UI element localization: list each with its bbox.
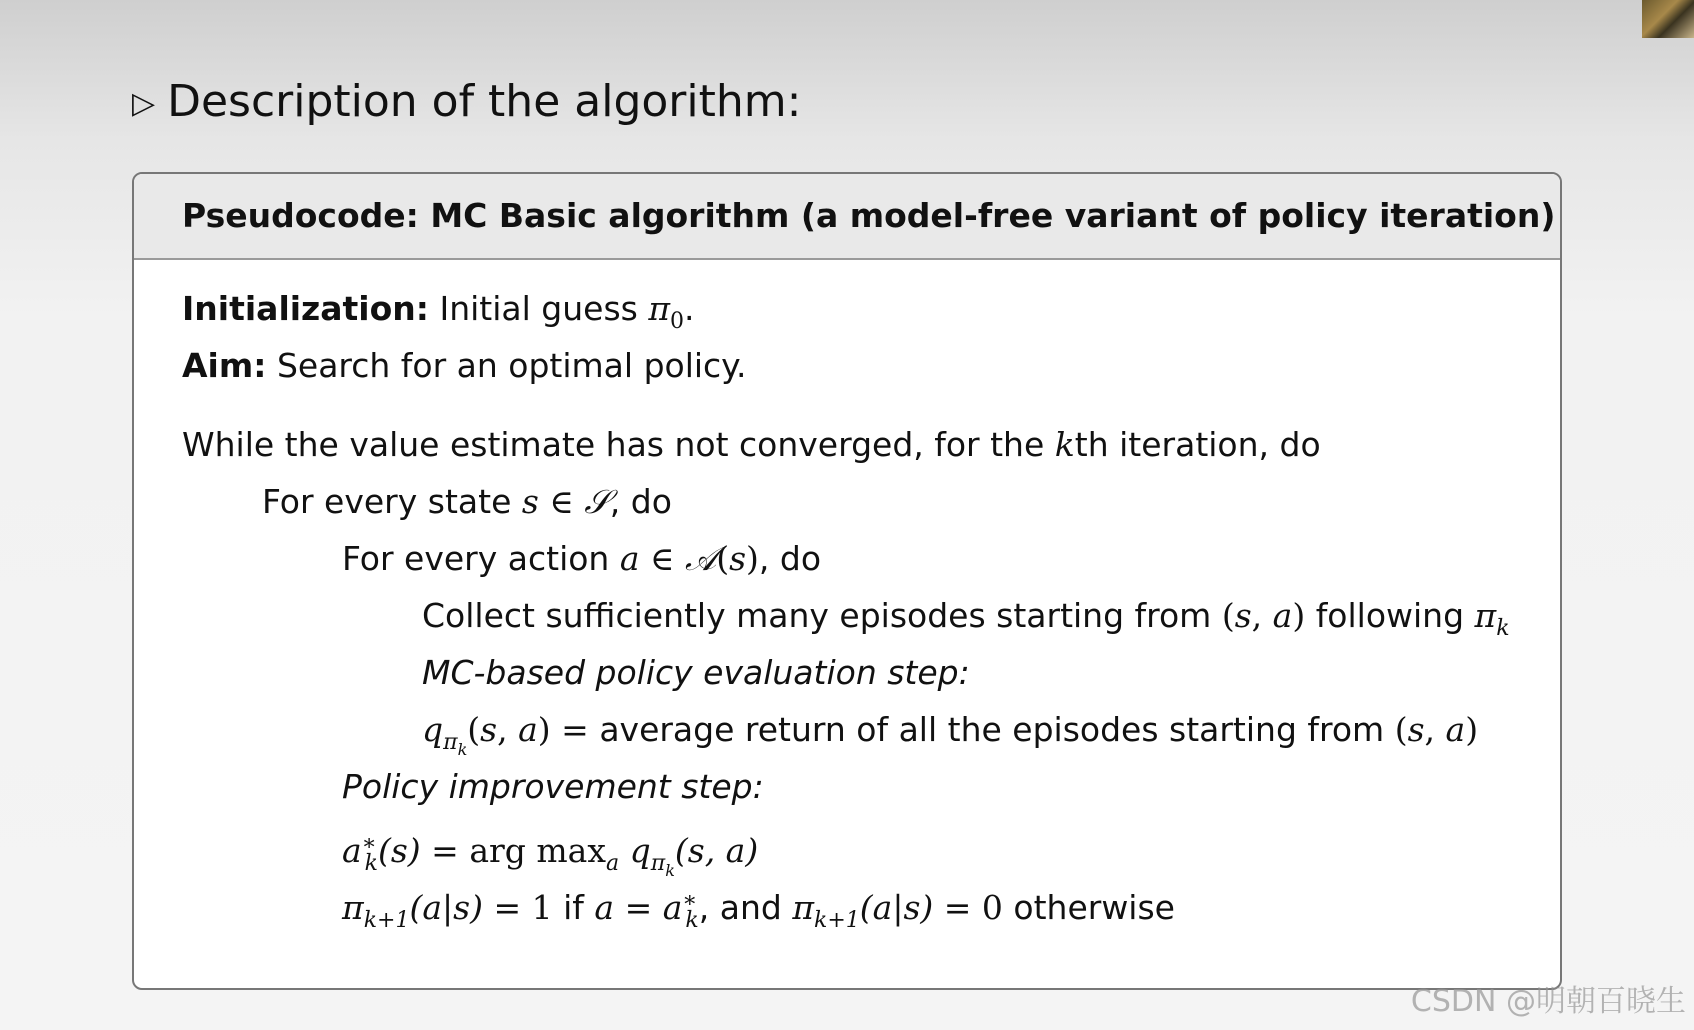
policy-a-star: a: [662, 888, 683, 927]
q-comma: ,: [497, 710, 519, 749]
collect-pi-subscript: k: [1496, 616, 1510, 641]
in-symbol: ∈: [549, 482, 574, 521]
while-line: [182, 416, 1560, 473]
policy-equals-one: = 1: [493, 888, 553, 927]
state-set-symbol: 𝒮: [584, 482, 610, 521]
pseudocode-title: Pseudocode: MC Basic algorithm (a model-free variant of policy iteration): [134, 174, 1560, 260]
argmax-q: q: [629, 831, 651, 870]
s-symbol: s: [521, 482, 539, 521]
argmax-equals: =: [431, 831, 459, 870]
k-symbol: k: [1054, 425, 1075, 464]
collect-comma: ,: [1251, 596, 1273, 635]
s-arg: s: [729, 539, 747, 578]
state-text-b: , do: [609, 482, 672, 521]
a-symbol: a: [619, 539, 640, 578]
q-comma-2: ,: [1424, 710, 1446, 749]
policy-and: and: [719, 888, 782, 927]
state-loop-line: [182, 473, 1560, 530]
improvement-step-label: Policy improvement step:: [342, 767, 764, 806]
policy-equals-zero: = 0: [943, 888, 1003, 927]
policy-a-star-superscript: ∗: [682, 888, 698, 913]
q-paren-close: ): [537, 710, 551, 749]
heading-text: Description of the algorithm:: [167, 76, 802, 127]
collect-text-a: Collect sufficiently many episodes starting from: [422, 596, 1212, 635]
policy-if: if: [563, 888, 584, 927]
policy-pi-subscript: k+1: [363, 908, 410, 933]
collect-pi: π: [1474, 596, 1497, 635]
evaluation-step-label: MC-based policy evaluation step:: [422, 653, 970, 692]
a-star-subscript: k: [364, 851, 378, 876]
action-text-b: , do: [758, 539, 822, 578]
while-text-a: While the value estimate has not converged, for the: [182, 425, 1045, 464]
policy-condition-2: (a|s): [859, 888, 934, 927]
q-equals: =: [561, 710, 589, 749]
q-value-line: [182, 701, 1560, 758]
collect-s: s: [1234, 596, 1252, 635]
q-a-2: a: [1445, 710, 1466, 749]
q-s-2: s: [1407, 710, 1425, 749]
q-k-subscript: k: [457, 740, 468, 759]
collect-paren-open: (: [1221, 596, 1235, 635]
initialization-line: [182, 280, 1560, 337]
a-star-symbol: a: [342, 831, 362, 870]
aim-text: Search for an optimal policy.: [276, 346, 747, 385]
argmax-subscript: a: [605, 851, 620, 876]
policy-equals: =: [624, 888, 653, 927]
paren-close: ): [746, 539, 759, 578]
initialization-label: Initialization:: [182, 289, 429, 328]
policy-otherwise: otherwise: [1013, 888, 1175, 927]
initialization-period: .: [684, 289, 695, 328]
pseudocode-box: [132, 172, 1562, 990]
policy-comma: ,: [698, 888, 710, 927]
argmax-q-args: (s, a): [674, 831, 759, 870]
q-paren-open-2: (: [1394, 710, 1408, 749]
collect-paren-close: ): [1292, 596, 1306, 635]
collect-text-b: following: [1315, 596, 1465, 635]
q-symbol: q: [422, 710, 444, 749]
aim-line: [182, 337, 1560, 394]
argmax-q-k: k: [665, 861, 675, 880]
initialization-text: Initial guess: [439, 289, 638, 328]
policy-pi: π: [342, 888, 364, 927]
argmax-operator: arg max: [469, 831, 606, 870]
watermark: CSDN @明朝百晓生: [1410, 984, 1686, 1019]
collect-a: a: [1272, 596, 1293, 635]
presenter-thumbnail: [1642, 0, 1694, 38]
policy-a-star-subscript: k: [685, 908, 699, 933]
pseudocode-body: [134, 260, 1560, 933]
pi-symbol: π: [648, 289, 671, 328]
policy-pi-2: π: [792, 888, 815, 927]
argmax-q-pi: π: [650, 851, 666, 876]
slide-heading: [132, 76, 801, 130]
state-text-a: For every state: [262, 482, 512, 521]
action-loop-line: [182, 530, 1560, 587]
policy-pi-2-subscript: k+1: [814, 908, 860, 933]
action-text-a: For every action: [342, 539, 610, 578]
paren-open: (: [716, 539, 730, 578]
argmax-arg: (s): [377, 831, 421, 870]
triangle-bullet-icon: ▷: [132, 86, 156, 121]
q-a: a: [518, 710, 538, 749]
policy-a: a: [594, 888, 615, 927]
q-s: s: [480, 710, 498, 749]
collect-line: [182, 587, 1560, 644]
q-paren-close-2: ): [1465, 710, 1479, 749]
pi-subscript: 0: [670, 309, 685, 334]
policy-condition: (a|s): [409, 888, 483, 927]
policy-update-line: [182, 872, 1560, 933]
aim-label: Aim:: [182, 346, 267, 385]
argmax-line: [182, 815, 1560, 880]
while-text-b: th iteration, do: [1074, 425, 1321, 464]
a-star-superscript: ∗: [361, 831, 377, 856]
q-paren-open: (: [467, 710, 481, 749]
action-set-symbol: 𝒜: [684, 539, 717, 578]
q-text: average return of all the episodes starting from: [599, 710, 1385, 749]
q-pi-subscript: π: [443, 730, 458, 755]
in-symbol-2: ∈: [650, 539, 675, 578]
